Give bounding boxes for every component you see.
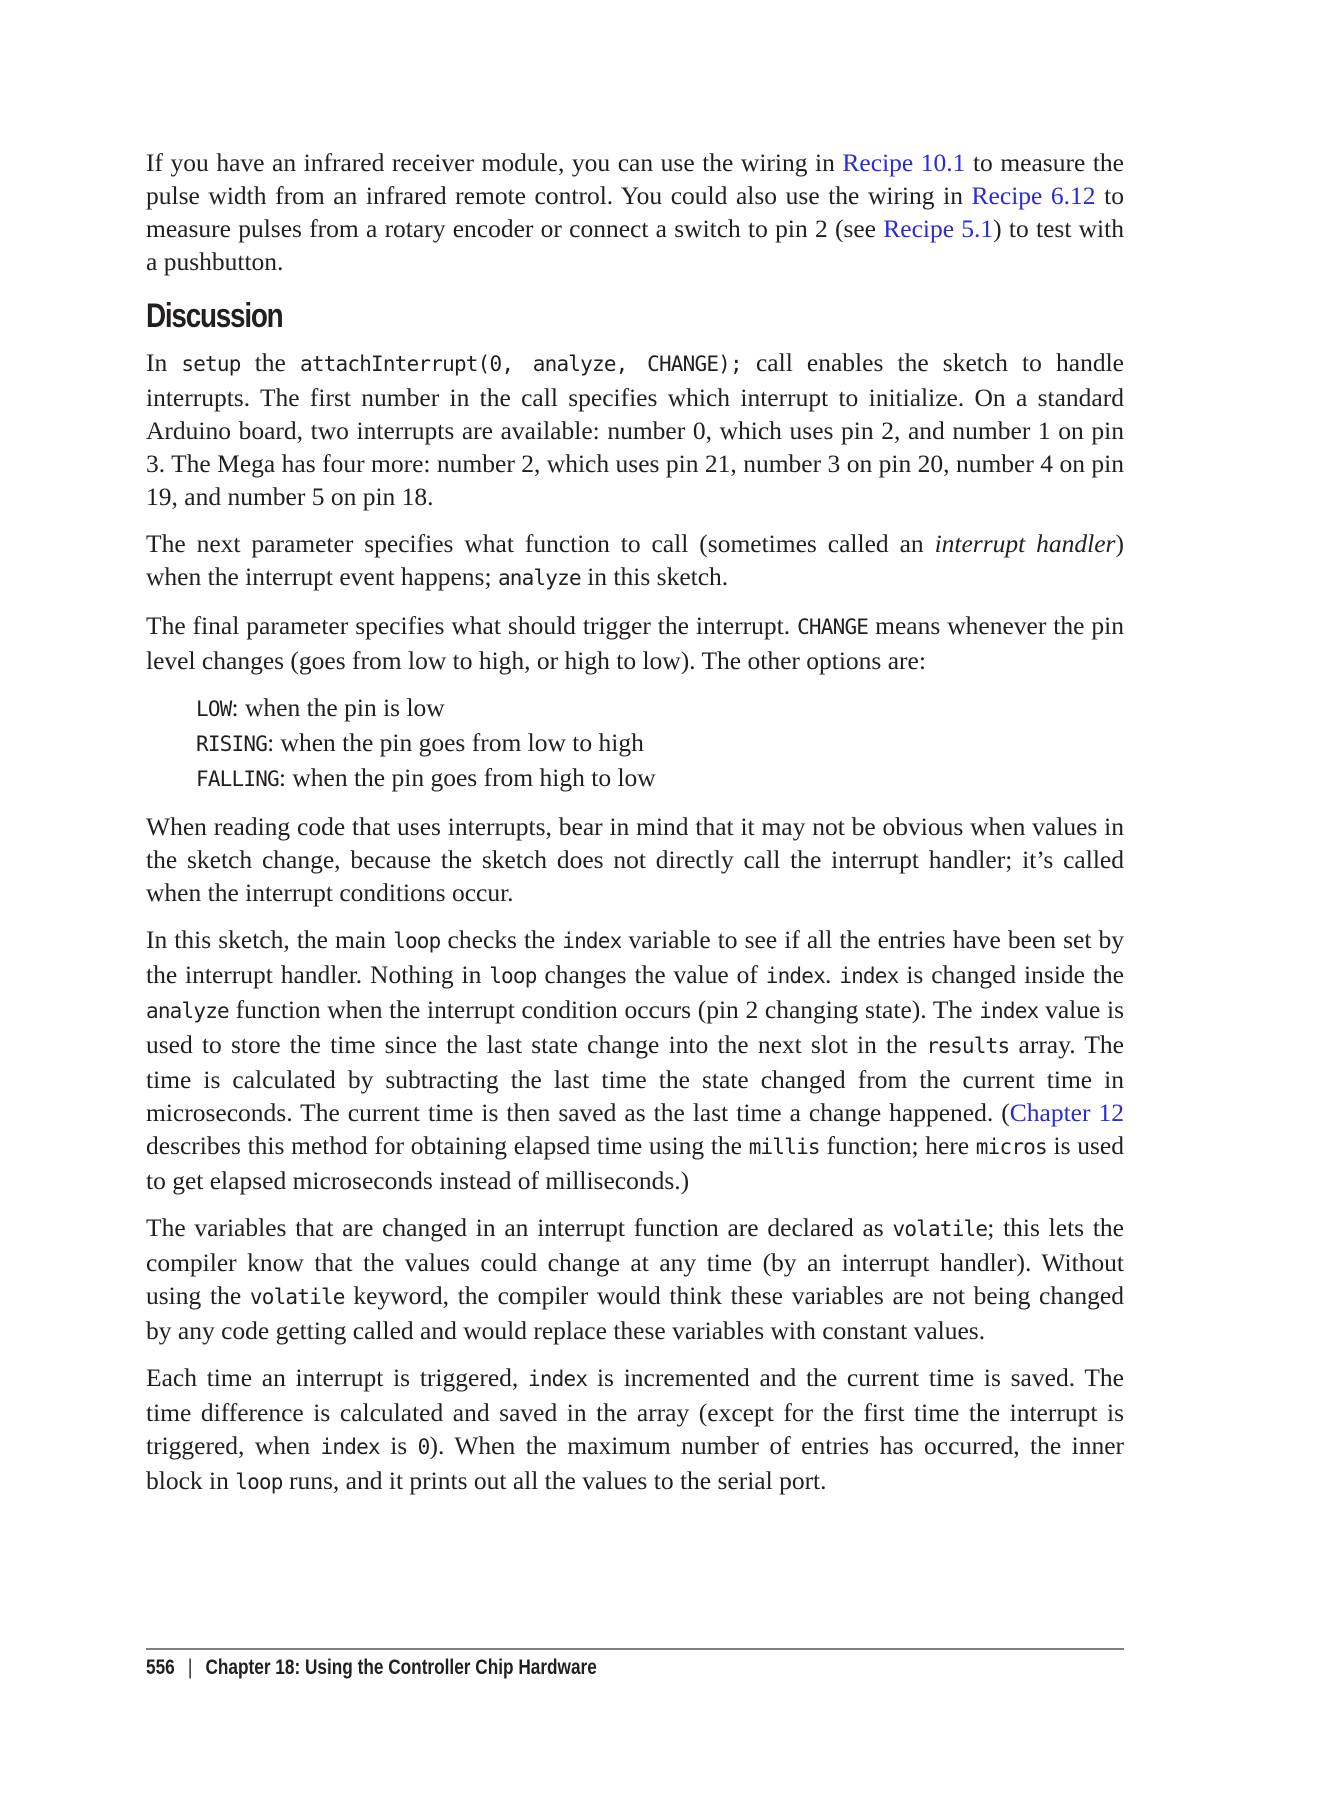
text-run: in this sketch. [580,562,729,591]
code-analyze: analyze [146,999,229,1023]
text-run: If you have an infrared receiver module, you can use the wiring in [146,148,843,177]
text-run: is incremented and the current time is saved. The time difference is calculated and saved in the array (except for the first time the interrupt is triggered, when [146,1363,1124,1460]
code-falling: FALLING [196,767,279,791]
trigger-options-list [196,691,1124,796]
option-item [196,761,1124,796]
text-run: The final parameter specifies what should trigger the interrupt. [146,611,798,640]
text-run: call enables the sketch to handle interrupts. The first number in the call specifies which interrupt to initialize. On a standard Arduino board, two interrupts are available: number 0, which uses pin 2, and number 1 on pin 3. The Mega has four more: number 2, which uses pin 21, number 3 on pin 20, number 4 on pin 19, and number 5 on pin 18. [146,348,1124,511]
code-analyze: analyze [497,566,581,590]
text-run: The next parameter specifies what function to call (sometimes called an [146,529,935,558]
paragraph-handler [146,527,1124,595]
section-heading-discussion: Discussion [146,297,283,335]
recipe-6-12-link[interactable]: Recipe 6.12 [971,181,1096,210]
text-run: ). When the maximum number of entries has occurred, the inner block in [146,1431,1125,1495]
code-zero: 0 [417,1435,430,1459]
term-interrupt-handler: interrupt handler [934,529,1116,558]
chapter-12-link[interactable]: Chapter 12 [1009,1098,1124,1127]
text-run: is changed inside the [898,960,1125,989]
paragraph-trigger [146,609,1124,677]
intro-paragraph [146,146,1124,278]
text-run: means whenever the pin level changes (goes from low to high, or high to low). The other options are: [146,611,1124,675]
code-change: CHANGE [797,615,869,639]
chapter-title: Chapter 18: Using the Controller Chip Hardware [205,1656,597,1679]
text-run: is [379,1431,418,1460]
text-run: ; this lets the compiler know that the values could change at any time (by an interrupt handler). Without using the [146,1213,1124,1310]
recipe-10-1-link[interactable]: Recipe 10.1 [842,148,966,177]
text-run: . [824,960,840,989]
code-loop: loop [393,929,441,953]
footer-divider [146,1648,1124,1650]
text-run: runs, and it prints out all the values to the serial port. [282,1466,827,1495]
text-run: value is used to store the time since the last state change into the next slot in the [146,995,1124,1059]
option-item [196,691,1124,726]
paragraph-reading-code: When reading code that uses interrupts, bear in mind that it may not be obvious when values in the sketch change, because the sketch does not directly call the interrupt handler; it’s called when the interrupt conditions occur. [146,812,1124,907]
text-run: array. The time is calculated by subtracting the last time the state changed from the current time in microseconds. The current time is then saved as the last time a change happened. ( [146,1030,1124,1127]
code-index: index [562,929,622,953]
recipe-5-1-link[interactable]: Recipe 5.1 [883,214,994,243]
text-run: keyword, the compiler would think these variables are not being changed by any code getting called and would replace these variables with constant values. [146,1281,1125,1345]
text-run: The variables that are changed in an interrupt function are declared as [146,1213,893,1242]
text-run: : when the pin is low [231,693,445,722]
page-number: 556 [146,1656,175,1679]
code-loop: loop [235,1470,283,1494]
code-index: index [839,964,899,988]
paragraph-attach-interrupt [146,346,1124,513]
paragraph-each-time [146,1361,1124,1499]
text-run: function; here [819,1131,976,1160]
code-index: index [765,964,825,988]
code-loop: loop [489,964,537,988]
option-item [196,726,1124,761]
text-run: In this sketch, the main [146,925,394,954]
text-run: : when the pin goes from high to low [278,763,656,792]
text-run: is used to get elapsed microseconds instead of milliseconds.) [146,1131,1124,1195]
text-run: to measure pulses from a rotary encoder or connect a switch to pin 2 (see [146,181,1124,243]
text-run: Each time an interrupt is triggered, [146,1363,528,1392]
paragraph-volatile [146,1211,1124,1347]
code-rising: RISING [196,732,268,756]
code-index: index [979,999,1039,1023]
text-run: to measure the pulse width from an infrared remote control. You could also use the wiring in [146,148,1124,210]
code-volatile: volatile [892,1217,988,1241]
page-body [146,146,1124,1513]
code-millis: millis [748,1135,820,1159]
code-index: index [320,1435,380,1459]
page-footer [146,1656,597,1680]
code-micros: micros [975,1135,1047,1159]
text-run: In [146,348,182,377]
text-run: the [240,348,300,377]
text-run: ) to test with a pushbutton. [146,214,1124,276]
footer-separator: | [187,1656,193,1679]
text-run: checks the [440,925,563,954]
text-run: : when the pin goes from low to high [267,728,644,757]
text-run: ) when the interrupt event happens; [146,529,1124,591]
text-run: describes this method for obtaining elapsed time using the [146,1131,749,1160]
code-index: index [528,1367,588,1391]
code-volatile: volatile [249,1285,345,1309]
code-setup: setup [181,352,241,376]
text-run: changes the value of [536,960,766,989]
code-attach-interrupt: attachInterrupt(0, analyze, CHANGE); [300,352,742,376]
text-run: variable to see if all the entries have been set by the interrupt handler. Nothing in [146,925,1125,989]
paragraph-main-loop [146,923,1124,1197]
code-results: results [926,1034,1010,1058]
code-low: LOW [196,697,232,721]
text-run: function when the interrupt condition occurs (pin 2 changing state). The [228,995,980,1024]
